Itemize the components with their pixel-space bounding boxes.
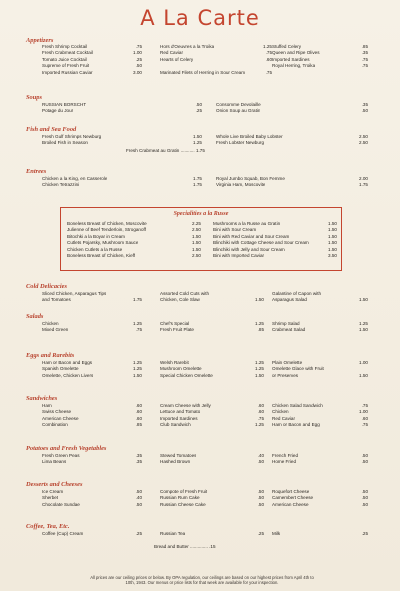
menu-item-name: Russian Rum Cake <box>160 495 200 501</box>
menu-item-name: Ham or Bacon and Egg <box>272 422 320 428</box>
menu-item <box>42 70 142 76</box>
menu-title: A La Carte <box>140 6 260 30</box>
menu-item <box>213 253 337 259</box>
menu-item-price: .50 <box>135 63 142 69</box>
menu-item-name: Fresh Shrimp Cocktail <box>42 44 88 49</box>
menu-item-name: Royal Jumbo Squab, Bon Femme <box>216 176 285 181</box>
menu-item-price: 1.25 <box>133 360 142 365</box>
potatoes-col3 <box>272 453 368 466</box>
menu-item-name: Chicken <box>42 321 59 326</box>
cold-col3 <box>272 291 368 304</box>
menu-item-name: Milk <box>272 531 281 536</box>
menu-item <box>160 459 264 465</box>
menu-item-name: Chocolate Sundae <box>42 501 80 507</box>
menu-item-price: 3.00 <box>133 69 142 75</box>
coffee-col3 <box>272 531 368 537</box>
menu-item-name: RUSSIAN BORSCHT <box>42 102 87 107</box>
menu-item <box>160 422 264 428</box>
menu-item-name: Galantine of Capon with <box>272 291 322 296</box>
menu-item-price: 1.25 <box>255 366 264 372</box>
menu-item-name: Fresh Fruit Plate <box>160 327 194 333</box>
cold-col1 <box>42 291 142 304</box>
menu-item-name: Spanish Omelette <box>42 366 79 372</box>
menu-item-price: 1.50 <box>328 227 337 233</box>
menu-item-name: Queen and Ripe Olives <box>272 50 320 56</box>
menu-item <box>272 297 368 303</box>
menu-item-price: .35 <box>361 102 368 107</box>
appetizers-col1 <box>42 44 142 76</box>
menu-item-price: .50 <box>361 495 368 501</box>
section-appetizers: Appetizers <box>26 37 54 44</box>
menu-item-name: Coffee (Cup) Cream <box>42 531 84 536</box>
menu-item-name: Club Sandwich <box>160 422 191 428</box>
section-sandwiches: Sandwiches <box>26 395 58 402</box>
menu-item <box>42 108 202 114</box>
menu-item-price: 1.50 <box>328 246 337 252</box>
menu-item-name: Stewed Tomatoes <box>160 453 197 458</box>
menu-item-name: Cutlets Pojarsky, Mushroom Sauce <box>67 240 139 246</box>
menu-item-name: Bitochki a la Boyar in Cream <box>67 233 125 239</box>
menu-item-price: 1.50 <box>192 233 201 239</box>
specialities-col2 <box>213 221 337 259</box>
menu-item-name: Chicken a la King, en Casserole <box>42 176 108 181</box>
menu-item-name: American Cheese <box>272 501 309 507</box>
section-coffee: Coffee, Tea, Etc. <box>26 523 70 530</box>
menu-item-name: Imported Sardines <box>272 56 310 62</box>
menu-item-price: 2.00 <box>359 176 368 181</box>
menu-item-name: Imported Sardines <box>160 415 198 421</box>
menu-item-name: Mixed Green <box>42 327 69 333</box>
menu-item-price: .25 <box>135 56 142 62</box>
menu-item-name: Camembert Cheese <box>272 495 314 501</box>
menu-item-price: 1.50 <box>255 297 264 303</box>
appetizers-col2 <box>160 44 272 76</box>
eggs-col2 <box>160 360 264 379</box>
menu-item-name: Assorted Cold Cuts with <box>160 291 210 296</box>
menu-item-price: .85 <box>135 422 142 428</box>
menu-item-price: 1.50 <box>359 297 368 303</box>
menu-item-name: or Preserves <box>272 372 299 378</box>
menu-item-price: .35 <box>135 459 142 465</box>
menu-item-price: 1.50 <box>193 134 202 139</box>
menu-item-price: .50 <box>361 501 368 507</box>
menu-item <box>272 531 368 537</box>
menu-item <box>42 297 142 303</box>
menu-item-price: .75 <box>361 403 368 408</box>
menu-item-name: Chicken Cutlets a la Russe <box>67 246 123 252</box>
menu-item-price: 1.25 <box>255 321 264 326</box>
menu-item-price: 1.50 <box>192 246 201 252</box>
menu-item-price: 2.50 <box>359 134 368 139</box>
menu-item-name: Omelette, Chicken Livers <box>42 372 94 378</box>
menu-item-name: Marinated Filets of Herring in Sour Cream <box>160 69 246 75</box>
menu-item-name: Chef's Special <box>160 321 190 326</box>
menu-item-price: 1.75 <box>193 176 202 181</box>
menu-item <box>216 108 368 114</box>
menu-item-name: Hashed Brown <box>160 459 191 465</box>
menu-item <box>42 422 142 428</box>
menu-item-name: Blinchiki with Cottage Cheese and Sour Cream <box>213 240 309 246</box>
menu-item-name: Broiled Fish in Season <box>42 140 88 146</box>
desserts-col1 <box>42 489 142 508</box>
menu-item-price: .25 <box>135 531 142 536</box>
fish-col2 <box>216 134 368 147</box>
menu-item-price: .25 <box>195 108 202 114</box>
menu-item-name: Ham or Bacon and Eggs <box>42 360 93 365</box>
menu-item-name: Russian Cheese Cake <box>160 501 206 507</box>
menu-item <box>160 531 264 537</box>
menu-item-price: .60 <box>265 56 272 62</box>
desserts-col2 <box>160 489 264 508</box>
menu-item-price: .50 <box>257 459 264 465</box>
menu-item-price: 1.25 <box>133 366 142 372</box>
menu-item-price: .85 <box>257 327 264 333</box>
menu-item-name: Red Caviar <box>272 415 295 421</box>
specialities-col1 <box>67 221 201 259</box>
section-cold-delicacies: Cold Delicacies <box>26 283 67 290</box>
menu-item-name: Whole Live Broiled Baby Lobster <box>216 134 283 139</box>
menu-item-name: Onion Soup au Gratin <box>216 108 261 114</box>
menu-item <box>42 502 142 508</box>
menu-item-price: 2.50 <box>192 252 201 258</box>
menu-item-price: 1.50 <box>192 240 201 246</box>
menu-item <box>67 253 201 259</box>
menu-item-price: .75 <box>265 50 272 56</box>
menu-item-price: 1.50 <box>359 327 368 333</box>
menu-item-price: 3.50 <box>328 252 337 258</box>
menu-item-price: 1.25 <box>255 360 264 365</box>
menu-item-name: American Cheese <box>42 415 79 421</box>
coffee-col2 <box>160 531 264 537</box>
menu-item-price: .60 <box>361 415 368 421</box>
eggs-col1 <box>42 360 142 379</box>
menu-item-price: .75 <box>257 415 264 421</box>
menu-item <box>42 182 202 188</box>
menu-item-price: 1.25 <box>193 140 202 146</box>
menu-item-name: Home Fried <box>272 459 296 465</box>
menu-item-name: Hearts of Celery <box>160 56 194 62</box>
menu-item-name: Julienne of Beef Tenderloin, Stroganoff <box>67 227 147 233</box>
menu-item-name: Fresh Gulf Shrimps Newburg <box>42 134 102 139</box>
menu-item-name: Consomme Devolaille <box>216 102 261 107</box>
menu-item-price: .60 <box>135 409 142 415</box>
salads-col1 <box>42 321 142 334</box>
menu-item-price: .75 <box>135 327 142 333</box>
menu-item-name: Supreme of Fresh Fruit <box>42 63 90 69</box>
menu-item <box>160 70 272 76</box>
menu-item-price: 1.50 <box>255 372 264 378</box>
menu-item <box>42 327 142 333</box>
menu-item-price: .75 <box>361 422 368 428</box>
menu-item-price: .75 <box>361 56 368 62</box>
menu-item-name: Tomato Juice Cocktail <box>42 56 87 62</box>
menu-item-price: 1.50 <box>328 240 337 246</box>
menu-item-name: Lima Beans <box>42 459 67 465</box>
entrees-col1 <box>42 176 202 189</box>
menu-item-name: Bini with Imported Caviar <box>213 252 265 258</box>
menu-item-name: Hors d'Oeuvres a la Troika <box>160 44 215 49</box>
menu-item-name: Royal Herring, Troika <box>272 63 316 69</box>
menu-item-price: .50 <box>361 489 368 494</box>
menu-item-price: .75 <box>265 69 272 75</box>
menu-item-price: 2.50 <box>192 227 201 233</box>
menu-item <box>272 327 368 333</box>
fish-center-item: Fresh Crabmeat au Gratin ........... 1.75 <box>126 148 205 153</box>
menu-item-price: 2.25 <box>192 221 201 226</box>
cold-col2 <box>160 291 264 304</box>
menu-item-price: .60 <box>135 415 142 421</box>
menu-item-name: Chicken, Cole Slaw <box>160 297 200 303</box>
salads-col2 <box>160 321 264 334</box>
salads-col3 <box>272 321 368 334</box>
section-entrees: Entrees <box>26 168 47 175</box>
appetizers-col3 <box>272 44 368 76</box>
eggs-col3 <box>272 360 368 379</box>
menu-item-price: .75 <box>135 44 142 49</box>
menu-item <box>42 373 142 379</box>
menu-item-price: 2.50 <box>359 140 368 146</box>
menu-item-price: 1.75 <box>193 182 202 188</box>
menu-item-name: Sliced Chicken, Asparagus Tips <box>42 291 107 296</box>
desserts-col3 <box>272 489 368 508</box>
menu-item-price: 1.50 <box>328 233 337 239</box>
menu-item-name: Russian Tea <box>160 531 186 536</box>
menu-item-name: Boneless Breast of Chicken, Kieff <box>67 252 136 258</box>
menu-item-name: Cream Cheese with Jelly <box>160 403 211 408</box>
menu-item-price: 1.00 <box>133 50 142 56</box>
menu-item <box>160 502 264 508</box>
menu-item-name: and Tomatoes <box>42 297 71 303</box>
menu-item-price <box>366 70 368 76</box>
menu-item-price: .50 <box>361 459 368 465</box>
menu-item-price: .75 <box>361 63 368 69</box>
menu-item-name: Lettuce and Tomato <box>160 409 201 415</box>
section-soups: Soups <box>26 94 42 101</box>
menu-item <box>216 140 368 146</box>
menu-item-name: Imported Russian Caviar <box>42 69 93 75</box>
menu-item-price: .50 <box>361 108 368 114</box>
sandwiches-col1 <box>42 403 142 429</box>
section-potatoes: Potatoes and Fresh Vegetables <box>26 445 107 452</box>
menu-item-price: .50 <box>135 489 142 494</box>
menu-item <box>272 373 368 379</box>
menu-item <box>160 373 264 379</box>
soups-col2 <box>216 102 368 115</box>
menu-item <box>272 70 368 76</box>
section-fish: Fish and Sea Food <box>26 126 77 133</box>
coffee-col1 <box>42 531 142 537</box>
sandwiches-col2 <box>160 403 264 429</box>
soups-col1 <box>42 102 202 115</box>
menu-item-price: 1.50 <box>359 372 368 378</box>
menu-item <box>272 422 368 428</box>
menu-item-price: .40 <box>257 453 264 458</box>
menu-item-price: .25 <box>361 531 368 536</box>
menu-item <box>160 297 264 303</box>
menu-item-price: 1.25 <box>359 321 368 326</box>
bread-butter-item: Bread and Butter .............. .15 <box>154 544 216 549</box>
specialities-box <box>60 207 342 271</box>
menu-item <box>272 459 368 465</box>
menu-item-name: Fresh Green Peas <box>42 453 80 458</box>
menu-item-price: 1.50 <box>133 372 142 378</box>
menu-item <box>42 459 142 465</box>
menu-item <box>216 182 368 188</box>
menu-item-name: Asparagus Salad <box>272 297 307 303</box>
menu-item-price: .50 <box>257 489 264 494</box>
menu-item-name: Ham <box>42 403 52 408</box>
menu-item-name: Red Caviar <box>160 50 183 56</box>
menu-item-price: .35 <box>361 50 368 56</box>
menu-item-name: Potage du Jour <box>42 108 74 114</box>
menu-item-name: Blinchiki with Jelly and Sour Cream <box>213 246 285 252</box>
menu-item-price: 1.25 <box>263 44 272 49</box>
menu-item-price: 1.25 <box>133 321 142 326</box>
menu-item <box>160 327 264 333</box>
footer-note: All prices are our ceiling prices or below. By OPA regulation, our ceilings are based on our highest prices from April 4th to 10th, 1943. Our menus or price lists for that week are available for your inspection. <box>90 575 314 586</box>
menu-item-name: Sherbet <box>42 495 59 501</box>
menu-item-price: .60 <box>257 403 264 408</box>
menu-item-name: Crabmeat Salad <box>272 327 306 333</box>
menu-item-name: Omelette Glace with Fruit <box>272 366 324 372</box>
section-specialities: Specialities a la Russe <box>173 211 229 217</box>
menu-item-name: Plain Omelette <box>272 360 303 365</box>
menu-item-price: .40 <box>135 495 142 501</box>
menu-item-name: Compote of Fresh Fruit <box>160 489 208 494</box>
menu-item-price: 1.75 <box>133 297 142 303</box>
menu-item-name: Chicken <box>272 409 289 415</box>
menu-item-price: .25 <box>257 531 264 536</box>
menu-item-name: Stuffed Celery <box>272 44 302 49</box>
menu-item-price: 1.75 <box>359 182 368 188</box>
menu-item-name: Fresh Lobster Newburg <box>216 140 265 146</box>
menu-item-name: Chicken Salad Sandwich <box>272 403 323 408</box>
potatoes-col1 <box>42 453 142 466</box>
menu-item-name: Bini with Red Caviar and Sour Cream <box>213 233 290 239</box>
menu-item-price: 1.25 <box>255 422 264 428</box>
menu-item <box>42 531 142 537</box>
menu-item-price: .35 <box>135 453 142 458</box>
menu-item-name: Combination <box>42 422 68 428</box>
menu-item-name: Swiss Cheese <box>42 409 72 415</box>
menu-item-price: 1.50 <box>328 221 337 226</box>
menu-item-price: 1.00 <box>359 409 368 415</box>
menu-item-name: Boneless Breast of Chicken, Moscovite <box>67 221 147 226</box>
menu-item-price: .50 <box>257 495 264 501</box>
menu-item <box>42 140 202 146</box>
section-desserts: Desserts and Cheeses <box>26 481 83 488</box>
menu-item-name: Bini with Sour Cream <box>213 227 257 233</box>
menu-item <box>272 502 368 508</box>
menu-item-name: Welsh Rarebit <box>160 360 189 365</box>
menu-item-price: .60 <box>257 409 264 415</box>
menu-item-price: .60 <box>135 403 142 408</box>
sandwiches-col3 <box>272 403 368 429</box>
section-salads: Salads <box>26 313 44 320</box>
menu-item-price: .50 <box>361 453 368 458</box>
menu-item-name: Shrimp Salad <box>272 321 300 326</box>
menu-item-name: French Fried <box>272 453 299 458</box>
entrees-col2 <box>216 176 368 189</box>
menu-item-name: Mushroom Omelette <box>160 366 202 372</box>
menu-item-name: Virginia Ham, Moscovite <box>216 182 266 188</box>
menu-item-name: Chicken Tetrazzini <box>42 182 80 188</box>
menu-item-name: Special Chicken Omelette <box>160 372 213 378</box>
fish-col1 <box>42 134 202 147</box>
menu-item-price: .50 <box>257 501 264 507</box>
menu-item-price: .50 <box>195 102 202 107</box>
menu-item-name: Fresh Crabmeat Cocktail <box>42 50 93 56</box>
menu-item-name: Roquefort Cheese <box>272 489 310 494</box>
menu-item-name: Ice Cream <box>42 489 64 494</box>
menu-item-price: .50 <box>135 501 142 507</box>
menu-item-name: Mushrooms a la Russe au Gratin <box>213 221 281 226</box>
menu-item-price: .85 <box>361 44 368 49</box>
section-eggs: Eggs and Rarebits <box>26 352 75 359</box>
menu-item-price: 1.00 <box>359 360 368 365</box>
potatoes-col2 <box>160 453 264 466</box>
